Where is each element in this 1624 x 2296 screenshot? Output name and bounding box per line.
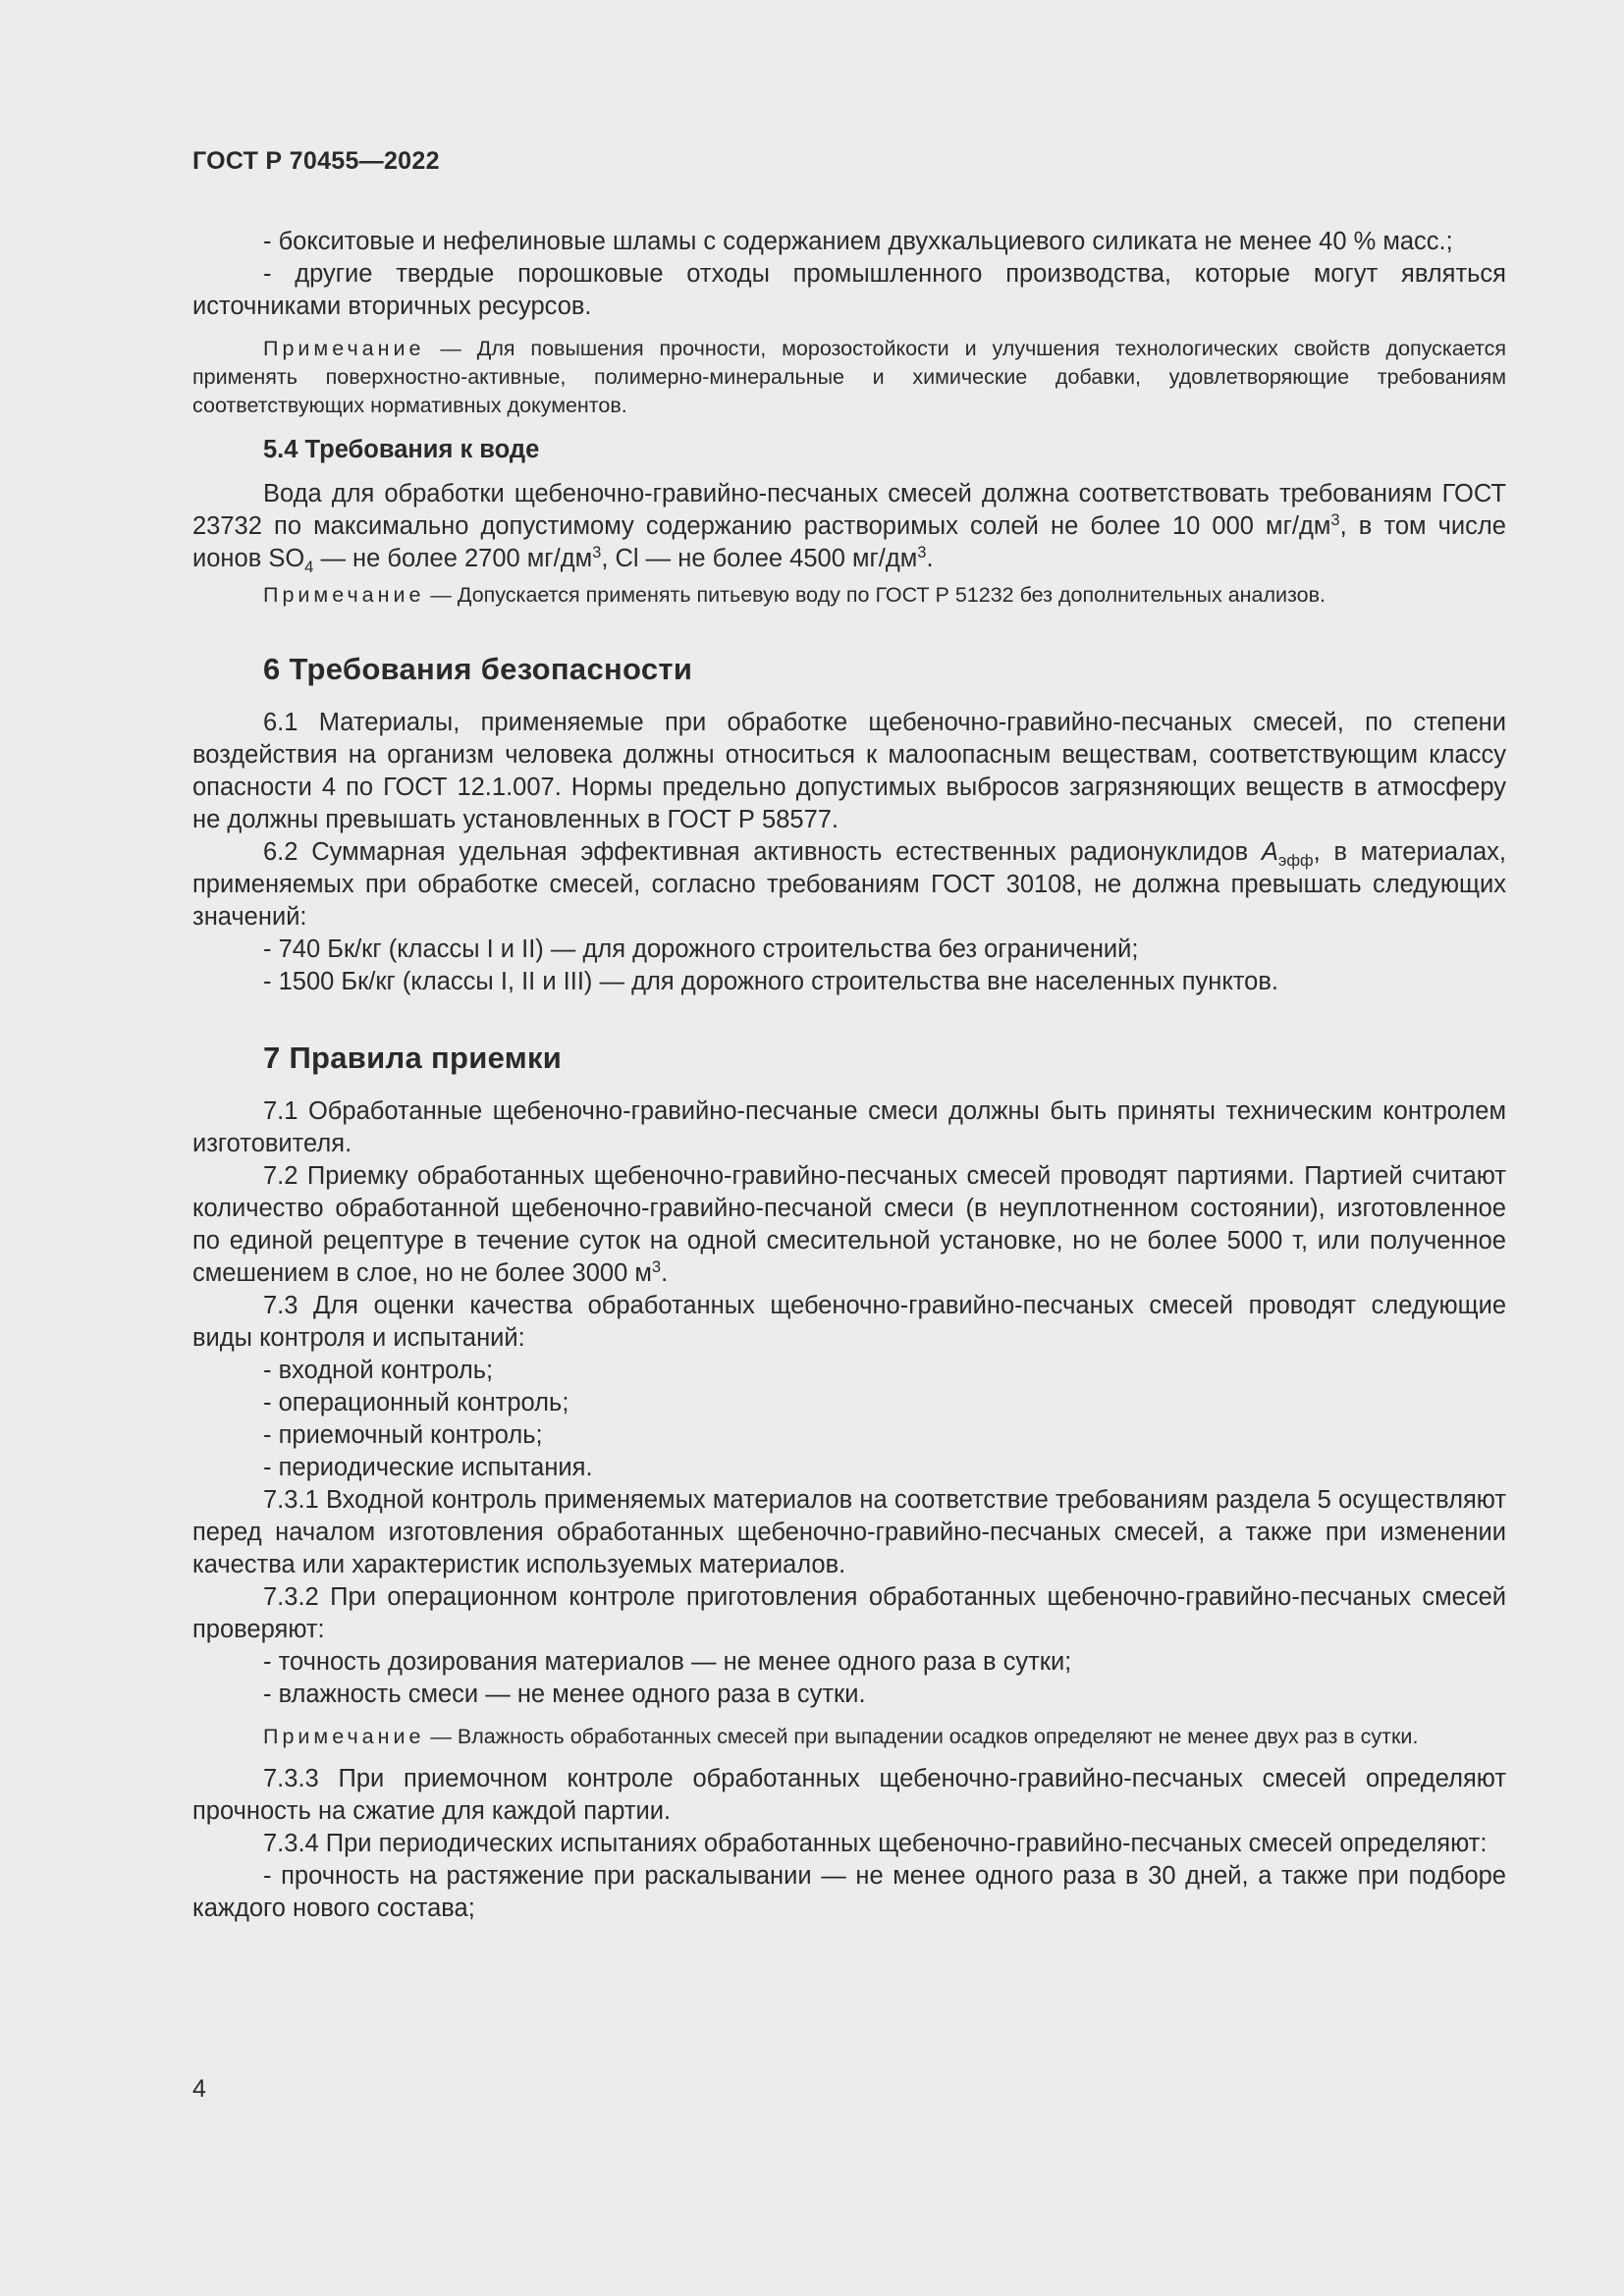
symbol: A bbox=[1261, 838, 1278, 866]
note-label: Примечание bbox=[263, 337, 425, 360]
subscript: эфф bbox=[1277, 851, 1314, 870]
page-body bbox=[192, 226, 1506, 1925]
paragraph-5-4 bbox=[192, 478, 1506, 575]
note bbox=[192, 1723, 1506, 1751]
note-text: — Допускается применять питьевую воду по ГОСТ Р 51232 без дополнительных анализов. bbox=[424, 583, 1326, 607]
list-item: - бокситовые и нефелиновые шламы с содержанием двухкальциевого силиката не менее 40 % масс.; bbox=[263, 228, 1453, 255]
paragraph-7-3-3: 7.3.3 При приемочном контроле обработанных щебеночно-гравийно-песчаных смесей определяют прочность на сжатие для каждой партии. bbox=[192, 1765, 1506, 1825]
paragraph-7-3-1: 7.3.1 Входной контроль применяемых материалов на соответствие требованиям раздела 5 осуществляют перед началом изготовления обработанных щебеночно-гравийно-песчаных смесей, а также при изменении качества или характеристик используемых материалов. bbox=[192, 1486, 1506, 1578]
section-heading-6: 6 Требования безопасности bbox=[263, 652, 693, 686]
superscript: 3 bbox=[651, 1257, 662, 1276]
paragraph-7-3-4: 7.3.4 При периодических испытаниях обработанных щебеночно-гравийно-песчаных смесей определяют: bbox=[263, 1830, 1488, 1857]
text-run: 6.2 Суммарная удельная эффективная активность естественных радионуклидов bbox=[263, 838, 1262, 866]
paragraph-7-3-2: 7.3.2 При операционном контроле приготовления обработанных щебеночно-гравийно-песчаных смесей проверяют: bbox=[192, 1583, 1506, 1643]
list-item: - 1500 Бк/кг (классы I, II и III) — для дорожного строительства вне населенных пунктов. bbox=[263, 968, 1278, 995]
superscript: 3 bbox=[592, 543, 602, 561]
subsection-heading-5-4: 5.4 Требования к воде bbox=[263, 436, 540, 463]
text-run: . bbox=[926, 545, 934, 572]
note bbox=[192, 581, 1506, 610]
subscript: 4 bbox=[304, 558, 314, 576]
paragraph-7-2 bbox=[192, 1160, 1506, 1290]
note-label: Примечание bbox=[263, 583, 425, 607]
list-item: - прочность на растяжение при раскалывании — не менее одного раза в 30 дней, а также при подборе каждого нового состава; bbox=[192, 1862, 1506, 1922]
note-text: — Для повышения прочности, морозостойкости и улучшения технологических свойств допускается применять поверхностно-активные, полимерно-минеральные и химические добавки, удовлетворяющие требованиям соответствующих нормативных документов. bbox=[192, 337, 1506, 417]
text-run: — не более 2700 мг/дм bbox=[313, 545, 593, 572]
page-number: 4 bbox=[192, 2075, 206, 2103]
paragraph-7-1: 7.1 Обработанные щебеночно-гравийно-песчаные смеси должны быть приняты техническим контролем изготовителя. bbox=[192, 1097, 1506, 1157]
superscript: 3 bbox=[1330, 510, 1340, 529]
list-item: - 740 Бк/кг (классы I и II) — для дорожного строительства без ограничений; bbox=[263, 935, 1139, 963]
note-text: — Влажность обработанных смесей при выпадении осадков определяют не менее двух раз в сутки. bbox=[424, 1725, 1419, 1748]
paragraph-6-1: 6.1 Материалы, применяемые при обработке щебеночно-гравийно-песчаных смесей, по степени воздействия на организм человека должны относиться к малоопасным веществам, соответствующим классу опасности 4 по ГОСТ 12.1.007. Нормы предельно допустимых выбросов загрязняющих веществ в атмосферу не должны превышать установленных в ГОСТ Р 58577. bbox=[192, 709, 1506, 833]
section-heading-7: 7 Правила приемки bbox=[263, 1041, 563, 1075]
superscript: 3 bbox=[917, 543, 927, 561]
paragraph-6-2 bbox=[192, 836, 1506, 934]
list-item: - приемочный контроль; bbox=[263, 1421, 543, 1449]
list-item: - входной контроль; bbox=[263, 1357, 494, 1384]
text-run: , в том числе ионов SO bbox=[192, 512, 1506, 572]
list-item: - точность дозирования материалов — не менее одного раза в сутки; bbox=[263, 1648, 1072, 1676]
note-label: Примечание bbox=[263, 1725, 425, 1748]
list-item: - операционный контроль; bbox=[263, 1389, 569, 1416]
text-run: , Cl — не более 4500 мг/дм bbox=[601, 545, 918, 572]
text-run: 7.2 Приемку обработанных щебеночно-гравийно-песчаных смесей проводят партиями. Партией считают количество обработанной щебеночно-гравийно-песчаной смеси (в неуплотненном состоянии), изготовленное по единой рецептуре в течение суток на одной смесительной установке, но не более 5000 т, или полученное смешением в слое, но не более 3000 м bbox=[192, 1162, 1506, 1287]
text-run: . bbox=[661, 1259, 669, 1287]
text-run: Вода для обработки щебеночно-гравийно-песчаных смесей должна соответствовать требованиям ГОСТ 23732 по максимально допустимому содержанию растворимых солей не более 10 000 мг/дм bbox=[192, 480, 1506, 540]
list-item: - влажность смеси — не менее одного раза в сутки. bbox=[263, 1681, 866, 1708]
note bbox=[192, 335, 1506, 420]
list-item: - другие твердые порошковые отходы промышленного производства, которые могут являться источниками вторичных ресурсов. bbox=[192, 260, 1506, 320]
document-header: ГОСТ Р 70455—2022 bbox=[192, 147, 440, 175]
paragraph-7-3: 7.3 Для оценки качества обработанных щебеночно-гравийно-песчаных смесей проводят следующие виды контроля и испытаний: bbox=[192, 1292, 1506, 1352]
text-run: , в материалах, применяемых при обработке смесей, согласно требованиям ГОСТ 30108, не должна превышать следующих значений: bbox=[192, 838, 1506, 931]
list-item: - периодические испытания. bbox=[263, 1454, 593, 1481]
